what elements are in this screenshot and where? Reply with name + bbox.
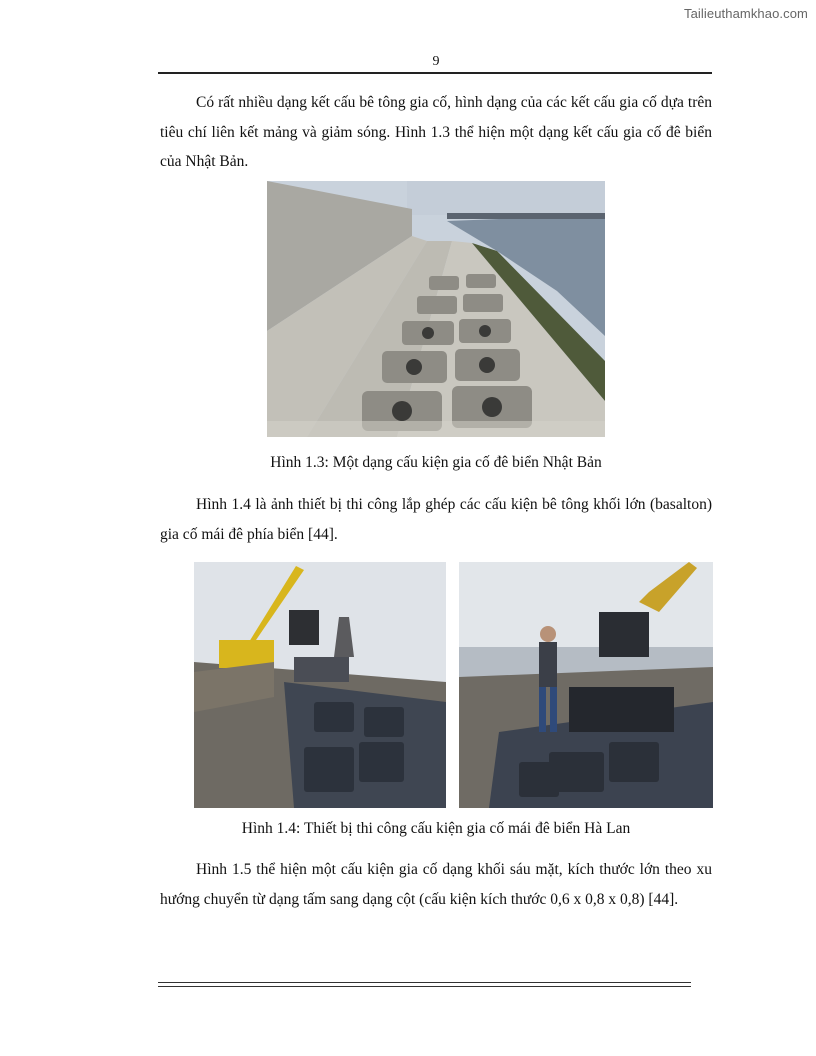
footer-rule-bottom: [158, 986, 691, 987]
paragraph-1-text: Có rất nhiều dạng kết cấu bê tông gia cố, hình dạng của các kết cấu gia cố dựa trên tiêu chí liên kết mảng và giảm sóng. Hình 1.3 thể hiện một dạng kết cấu gia cố đê biển của Nhật Bản.: [160, 94, 712, 170]
paragraph-2-text: Hình 1.4 là ảnh thiết bị thi công lắp ghép các cấu kiện bê tông khối lớn (basalton) gia cố mái đê phía biển [44].: [160, 496, 712, 543]
paragraph-2: [160, 490, 712, 549]
figure-1-4-photo-right: [459, 562, 713, 808]
figure-1-3-photo: [267, 181, 605, 437]
paragraph-3: [160, 855, 712, 914]
watermark-text: Tailieuthamkhao.com: [683, 6, 808, 21]
paragraph-3-text: Hình 1.5 thể hiện một cấu kiện gia cố dạng khối sáu mặt, kích thước lớn theo xu hướng chuyển từ dạng tấm sang dạng cột (cấu kiện kích thước 0,6 x 0,8 x 0,8) [44].: [160, 861, 712, 908]
header-rule: [158, 72, 712, 74]
footer-rule-top: [158, 982, 691, 983]
figure-1-4-photo-left: [194, 562, 446, 808]
figure-1-3-caption: Hình 1.3: Một dạng cấu kiện gia cố đê biển Nhật Bản: [270, 454, 602, 471]
figure-1-4-caption: Hình 1.4: Thiết bị thi công cấu kiện gia cố mái đê biển Hà Lan: [241, 820, 631, 837]
page-number: 9: [432, 54, 440, 69]
paragraph-1: [160, 88, 712, 177]
